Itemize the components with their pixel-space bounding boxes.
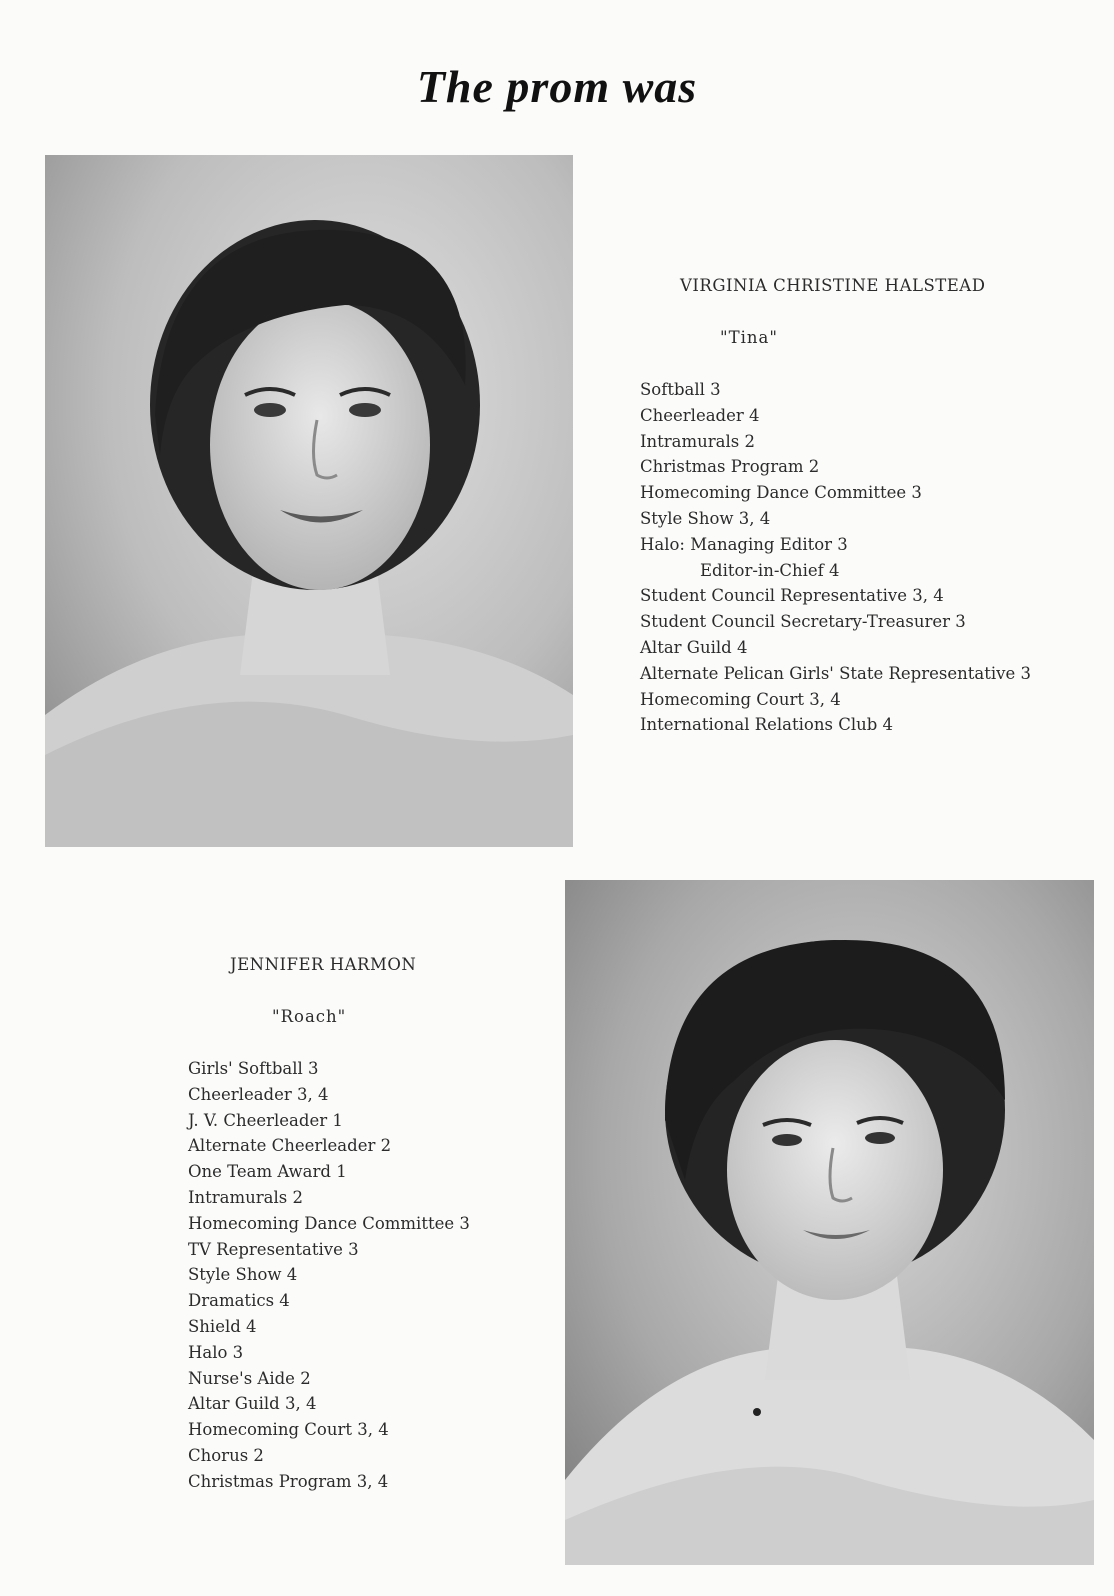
portrait-photo-harmon bbox=[565, 880, 1094, 1565]
activity-item: Christmas Program 3, 4 bbox=[188, 1471, 389, 1491]
activity-item: International Relations Club 4 bbox=[640, 715, 894, 735]
student-nickname: "Roach" bbox=[272, 1007, 347, 1026]
activity-item: Cheerleader 3, 4 bbox=[188, 1084, 329, 1104]
activity-item: Homecoming Dance Committee 3 bbox=[188, 1213, 470, 1233]
activity-item: Halo: Managing Editor 3 bbox=[640, 534, 848, 554]
activity-item: Homecoming Court 3, 4 bbox=[640, 689, 841, 709]
activity-item: Alternate Pelican Girls' State Representative 3 bbox=[640, 663, 1031, 683]
activity-item: TV Representative 3 bbox=[188, 1239, 359, 1259]
activity-item: Intramurals 2 bbox=[640, 431, 755, 451]
activity-item: Dramatics 4 bbox=[188, 1291, 290, 1311]
activity-item: Style Show 3, 4 bbox=[640, 508, 771, 528]
activity-item: Cheerleader 4 bbox=[640, 405, 760, 425]
activity-item: Halo 3 bbox=[188, 1342, 244, 1362]
activity-list bbox=[640, 377, 1031, 738]
activity-item: Chorus 2 bbox=[188, 1445, 264, 1465]
activity-item: Alternate Cheerleader 2 bbox=[188, 1136, 392, 1156]
activity-item: Intramurals 2 bbox=[188, 1187, 303, 1207]
student-name: JENNIFER HARMON bbox=[230, 955, 417, 974]
activity-item: J. V. Cheerleader 1 bbox=[188, 1110, 343, 1130]
activity-item: Homecoming Dance Committee 3 bbox=[640, 483, 922, 503]
student-name: VIRGINIA CHRISTINE HALSTEAD bbox=[680, 276, 986, 295]
activity-item: Student Council Representative 3, 4 bbox=[640, 586, 944, 606]
activity-item: Student Council Secretary-Treasurer 3 bbox=[640, 612, 966, 632]
activity-item: Shield 4 bbox=[188, 1316, 257, 1336]
activity-item: Style Show 4 bbox=[188, 1265, 298, 1285]
activity-item: Softball 3 bbox=[640, 380, 721, 399]
activity-item: Homecoming Court 3, 4 bbox=[188, 1420, 389, 1440]
student-nickname: "Tina" bbox=[720, 328, 778, 347]
activity-item: Nurse's Aide 2 bbox=[188, 1368, 311, 1388]
page-title: The prom was bbox=[416, 61, 698, 112]
activity-item: Christmas Program 2 bbox=[640, 457, 820, 477]
activity-item: Altar Guild 4 bbox=[640, 637, 748, 657]
activity-item: Girls' Softball 3 bbox=[188, 1059, 319, 1078]
portrait-photo-halstead bbox=[45, 155, 573, 847]
activity-item: Altar Guild 3, 4 bbox=[188, 1394, 317, 1414]
activity-item: Editor-in-Chief 4 bbox=[700, 560, 840, 580]
activity-list bbox=[188, 1056, 470, 1495]
activity-item: One Team Award 1 bbox=[188, 1162, 347, 1182]
